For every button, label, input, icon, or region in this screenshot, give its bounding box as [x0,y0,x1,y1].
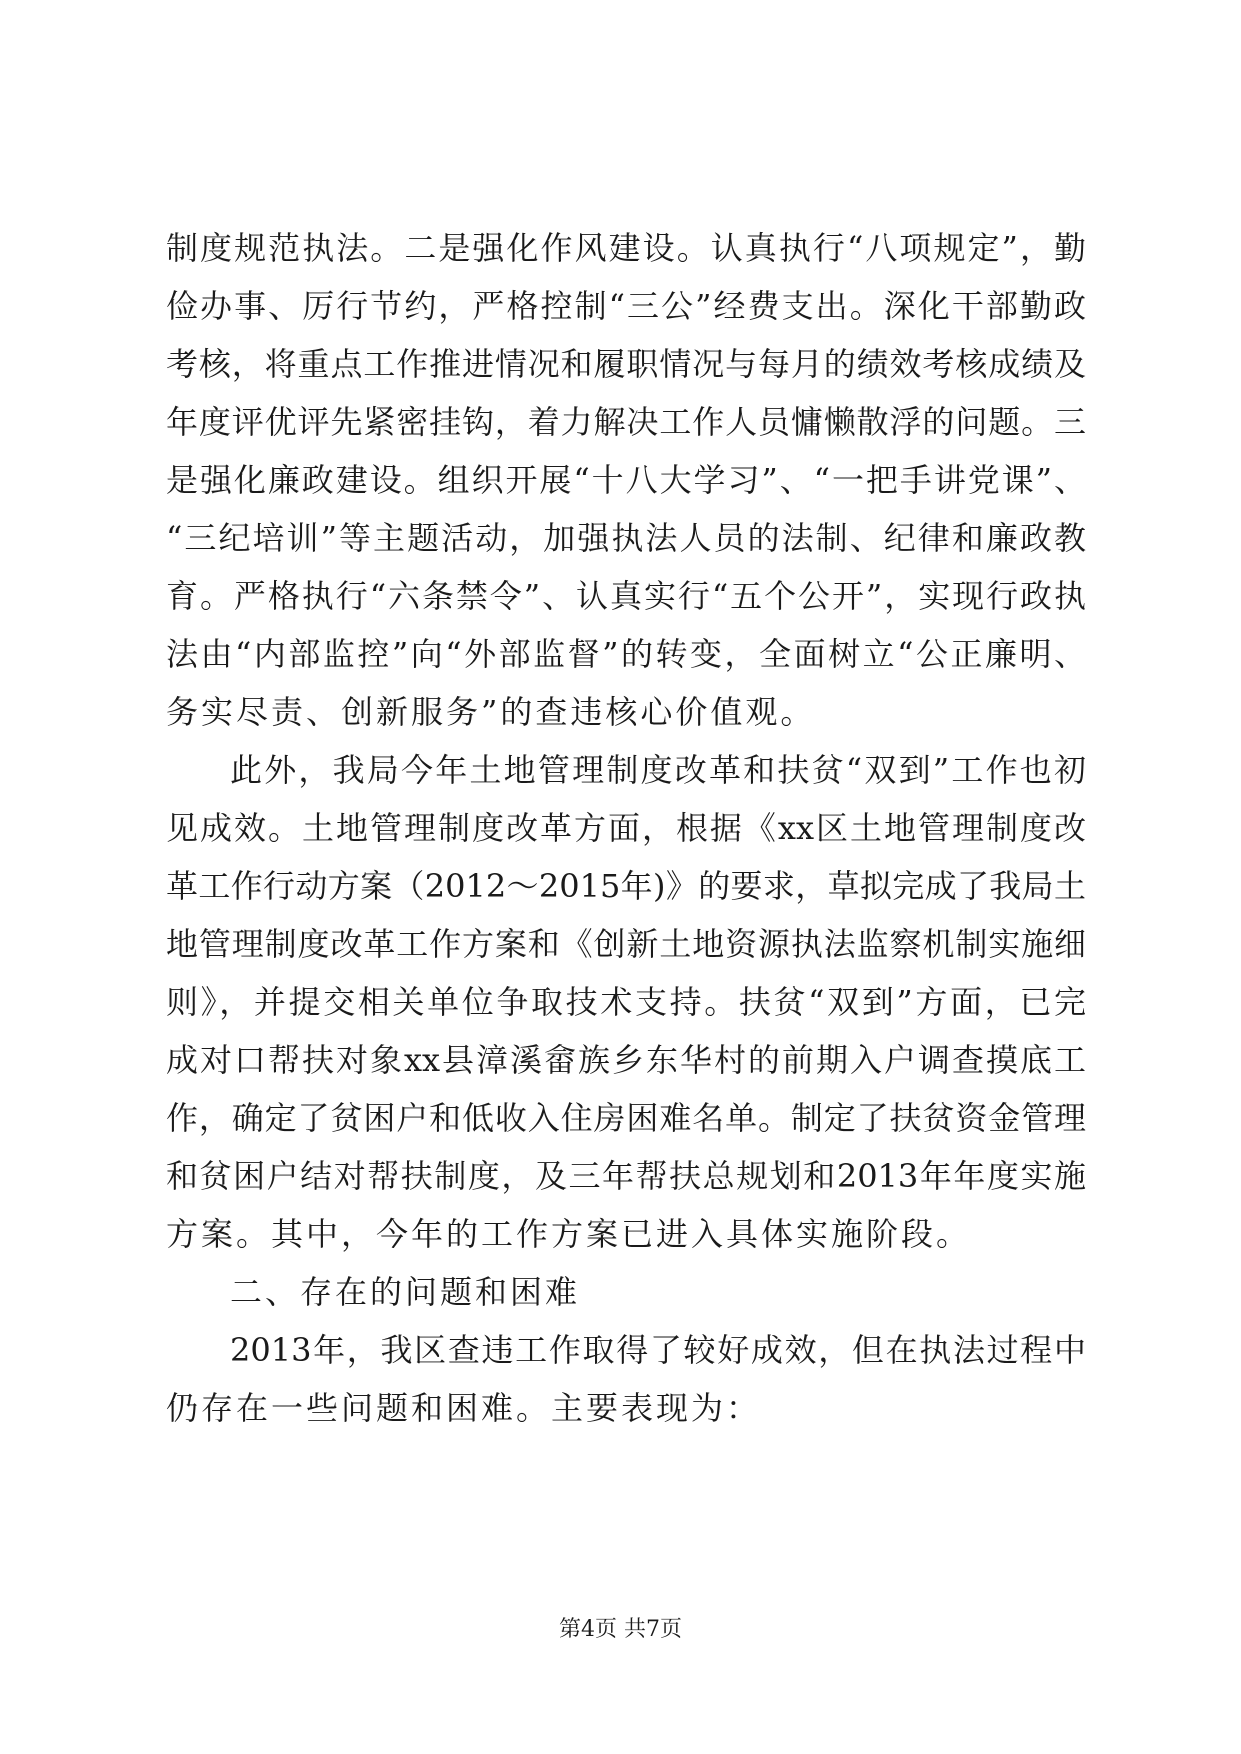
text-line: 作，确定了贫困户和低收入住房困难名单。制定了扶贫资金管理 [166,1099,1086,1137]
text-line: 则》，并提交相关单位争取技术支持。扶贫“双到”方面，已完 [166,983,1086,1021]
section-heading: 二、存在的问题和困难 [230,1273,581,1311]
text-line: 成对口帮扶对象xx县漳溪畲族乡东华村的前期入户调查摸底工 [166,1041,1086,1079]
text-line: 法由“内部监控”向“外部监督”的转变，全面树立“公正廉明、 [166,635,1086,673]
text-line: 此外，我局今年土地管理制度改革和扶贫“双到”工作也初 [230,751,1086,789]
page-number-label: 第4页 共7页 [559,1617,682,1642]
text-line: 俭办事、厉行节约，严格控制“三公”经费支出。深化干部勤政 [166,287,1086,325]
text-line: 地管理制度改革工作方案和《创新土地资源执法监察机制实施细 [166,925,1086,963]
text-line: 见成效。土地管理制度改革方面，根据《xx区土地管理制度改 [166,809,1086,847]
text-line: 2013年，我区查违工作取得了较好成效，但在执法过程中 [230,1331,1086,1369]
text-line: 育。严格执行“六条禁令”、认真实行“五个公开”，实现行政执 [166,577,1086,615]
text-line: 和贫困户结对帮扶制度，及三年帮扶总规划和2013年年度实施 [166,1157,1086,1195]
text-line: 年度评优评先紧密挂钩，着力解决工作人员慵懒散浮的问题。三 [166,403,1086,441]
text-line: 制度规范执法。二是强化作风建设。认真执行“八项规定”，勤 [166,229,1086,267]
text-line: 务实尽责、创新服务”的查违核心价值观。 [166,693,816,731]
text-line: 考核，将重点工作推进情况和履职情况与每月的绩效考核成绩及 [166,345,1086,383]
text-line: 革工作行动方案（2012～2015年)》的要求，草拟完成了我局土 [166,867,1086,905]
text-line: 方案。其中，今年的工作方案已进入具体实施阶段。 [166,1215,972,1253]
text-line: 是强化廉政建设。组织开展“十八大学习”、“一把手讲党课”、 [166,461,1086,499]
page-footer [0,1612,1241,1643]
text-line: 仍存在一些问题和困难。主要表现为： [166,1389,762,1427]
text-line: “三纪培训”等主题活动，加强执法人员的法制、纪律和廉政教 [166,519,1086,557]
